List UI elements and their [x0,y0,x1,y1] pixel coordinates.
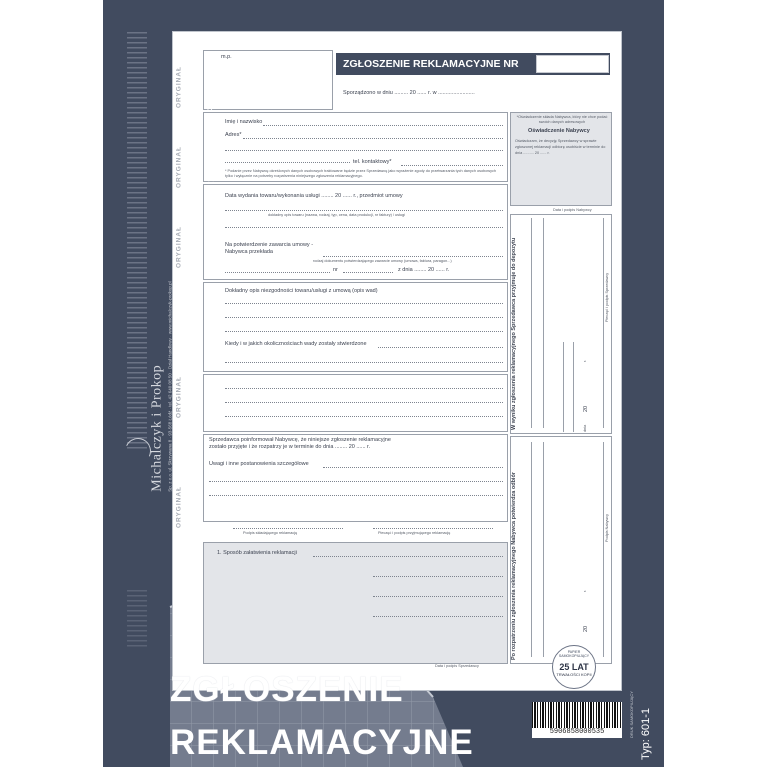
buyer-address-label: Adres* [225,132,242,138]
decorative-stripes [127,32,147,452]
demands-field-2[interactable] [225,402,503,403]
buyer-signature-field[interactable] [233,528,343,529]
cover-title-line2: REKLAMACYJNE [170,723,474,762]
remarks-field-3[interactable] [209,495,503,496]
resolution-field-2[interactable] [373,576,503,577]
buyer-phone-label: tel. kontaktowy* [353,159,392,165]
product-description-field-2[interactable] [225,227,503,228]
side-label-original: ORYGINAŁ [175,485,183,529]
defect-when-field[interactable] [378,347,503,348]
remarks-label: Uwagi i inne postanowienia szczegółowe [209,461,309,467]
resolution-label: 1. Sposób załatwienia reklamacji [217,550,297,556]
confirm-signature-line [603,442,604,657]
confirm-year: 20 [583,625,589,632]
side-label-original: ORYGINAŁ [175,145,183,189]
demands-section [203,374,508,432]
resolution-section [203,542,508,664]
product-description-caption: dokładny opis towaru (nazwa, rodzaj, typ, cena, data produkcji, nr faktury) / usługi [268,213,405,217]
side-label-original: ORYGINAŁ [175,225,183,269]
demands-field[interactable] [225,388,503,389]
buyer-address-field[interactable] [243,138,503,139]
form-sheet [172,31,622,691]
cover-title-line1: ZGŁOSZENIE [170,670,404,709]
proof-document-caption: rodzaj dokumentu potwierdzającego zawarcie umowy (umowa, faktura, paragon...) [313,259,452,263]
remarks-field[interactable] [323,467,503,468]
confirm-line [531,442,532,657]
stamp-label: m.p. [221,54,232,60]
defect-when-label: Kiedy i w jakich okolicznościach wady zostały stwierdzone [225,341,367,347]
issue-date-label: Data wydania towaru/wykonania usługi ........ 20 ...... r., przedmiot umowy [225,193,403,199]
receipt-line [531,218,532,428]
buyer-address-field-3[interactable] [225,162,350,163]
date-line: Sporządzono w dniu ......... 20 ...... r. w ........................ [343,90,475,96]
resolution-field-3[interactable] [373,596,503,597]
receipt-line [573,342,574,432]
barcode [532,702,622,728]
receipt-line [543,218,544,428]
seal-subtitle: TRWAŁOŚCI KOPII [556,672,592,677]
receipt-signature-line [603,218,604,428]
druk-label: DRUK SAMOKOPIUJĄCY [629,691,634,738]
proof-document-field[interactable] [323,256,503,257]
buyer-phone-field[interactable] [401,165,503,166]
deposit-sign-caption: Pieczęć i podpis Sprzedawcy [605,272,609,322]
confirm-r: r. [583,589,587,592]
confirmation-box [510,436,612,664]
declaration-title: Oświadczenie Nabywcy [528,128,590,134]
side-label-original: ORYGINAŁ [175,375,183,419]
proof-number-field[interactable] [343,272,393,273]
deposit-receipt-title: W wyniku zgłoszenia reklamacyjnego Sprzedawca przyjmuje do depozytu [511,237,517,430]
buyer-name-field[interactable] [263,125,503,126]
resolution-sign-caption: Data i podpis Sprzedawcy [435,664,479,668]
form-title: ZGŁOSZENIE REKLAMACYJNE NR [343,58,519,70]
privacy-footnote: * Podanie przez Nabywcę określonych danych osobowych traktowane będzie przez Sprzedawcę jako wyrażenie zgody do przetwarzania tych danych osobowych tylko i wyłącznie na potrzeby rozpatrzenia niniejszego zgłoszenia reklamacyjnego. [225,169,496,178]
seller-info-text: Sprzedawca poinformował Nabywcę, że niniejsze zgłoszenie reklamacyjne zostało przyjęte i że rozpatrzy je w terminie do dnia ........ 20 ...... r. [209,437,391,450]
side-label-original: ORYGINAŁ [175,65,183,109]
quality-seal [552,645,596,689]
deposit-r: r. [583,359,587,362]
seal-ring-text: PAPIER SAMOKOPIUJĄCY [558,650,590,658]
declaration-sign-caption: Data i podpis Nabywcy [553,208,592,212]
product-description-field[interactable] [225,210,503,211]
buyer-name-label: Imię i nazwisko [225,119,263,125]
demands-field-3[interactable] [225,416,503,417]
remarks-field-2[interactable] [209,481,503,482]
receipt-line [563,342,564,432]
deposit-date-label: dnia [583,424,587,432]
defect-description-field-2[interactable] [225,317,503,318]
defect-section [203,282,508,372]
proof-nr-label: nr [333,267,338,273]
declaration-text: Oświadczam, że decyzję Sprzedawcy w sprawie zgłoszonej reklamacji odbiorę osobiście w terminie do dnia .......... 20 ...... r. [515,139,606,155]
publisher-address: Sp. z o.o. ul. Skrzywana 8 · 93-568 Łódź · tel. 42 640 08 50 · Dział Handlowy · www.michalczyk-prokop.pl [167,281,173,492]
confirm-sign-caption: Podpis Nabywcy [605,513,609,542]
resolution-field[interactable] [313,556,503,557]
type-code: Typ: 601-1 [640,708,652,760]
proof-date-label: z dnia ........ 20 ...... r. [398,267,450,273]
declaration-note: *Oświadczenie składa Nabywca, który nie chce podać swoich danych adresowych [516,115,608,124]
defect-description-label: Dokładny opis niezgodności towaru/usługi z umową (opis wad) [225,288,378,294]
proof-label: Na potwierdzenie zawarcia umowy - Nabywca przekłada [225,242,314,255]
form-number-field[interactable] [536,55,609,73]
seller-signature-caption: Pieczęć i podpis przyjmującego reklamację [378,531,451,535]
defect-description-field[interactable] [225,303,503,304]
proof-field[interactable] [225,272,330,273]
seal-years: 25 LAT [559,662,589,672]
seller-signature-field[interactable] [373,528,493,529]
confirm-line [543,442,544,657]
publisher-name: Michalczyk i Prokop [149,364,165,492]
confirmation-title: Po rozpatrzeniu zgłoszenia reklamacyjnego Nabywca potwierdza odbiór [511,472,517,660]
deposit-year: 20 [583,405,589,412]
deposit-receipt-box [510,214,612,434]
defect-when-field-2[interactable] [225,362,503,363]
buyer-address-field-2[interactable] [225,150,503,151]
defect-description-field-3[interactable] [225,331,503,332]
buyer-signature-caption: Podpis składającego reklamację [243,531,298,535]
publisher-block [149,252,173,492]
buyer-declaration-box [510,112,612,206]
barcode-number: 5906858000535 [532,728,622,738]
resolution-field-4[interactable] [373,616,503,617]
